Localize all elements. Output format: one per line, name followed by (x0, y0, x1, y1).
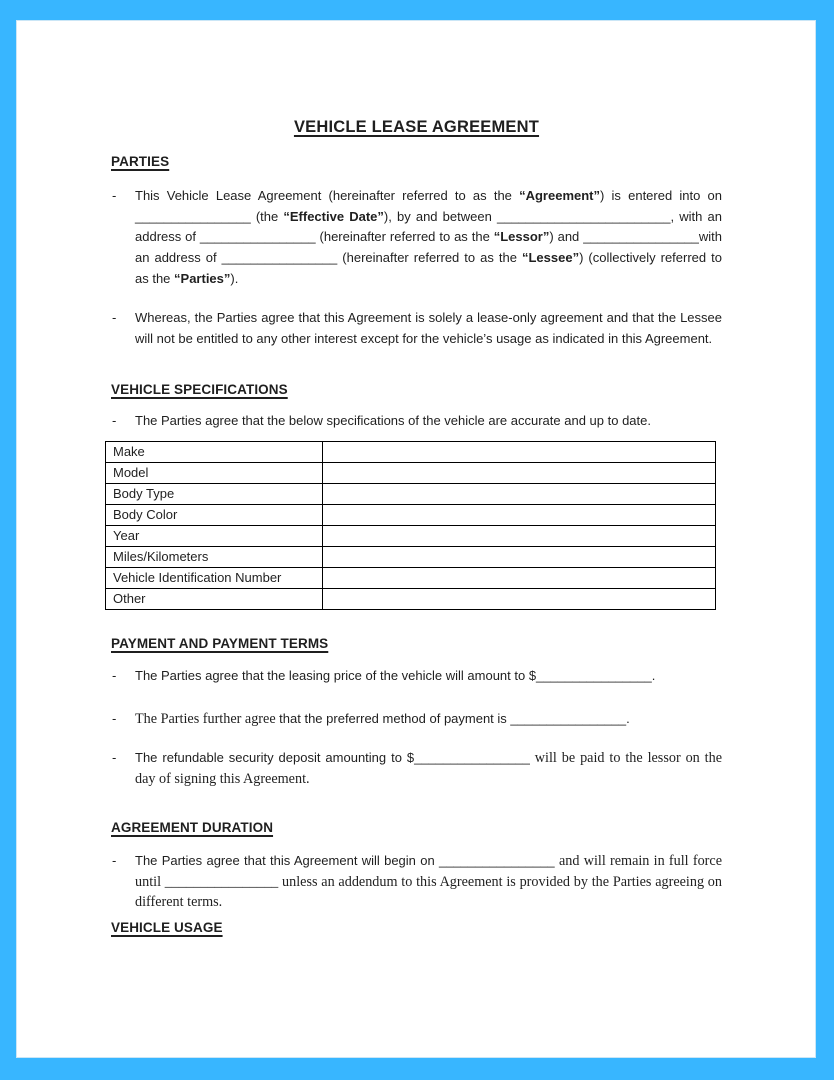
table-row (106, 442, 716, 463)
table-row (106, 484, 716, 505)
section-heading-parties: PARTIES (111, 154, 170, 169)
text-run: “Parties” (174, 270, 231, 286)
paragraph-parties-intro (111, 186, 722, 290)
text-run: The refundable security deposit amounting to $________________ (135, 750, 535, 765)
text-run: ). (230, 270, 239, 286)
table-row (106, 589, 716, 610)
spec-label-cell: Model (106, 463, 323, 484)
paragraph-specifications-note (111, 411, 722, 432)
spec-table (105, 441, 716, 610)
section-heading-payment-terms: PAYMENT AND PAYMENT TERMS (111, 636, 329, 651)
paragraph-leasing-price (111, 666, 722, 687)
spec-value-cell (323, 463, 716, 484)
text-run: “Lessor” (493, 229, 550, 245)
spec-label-cell: Vehicle Identification Number (106, 568, 323, 589)
paragraph-payment-method (111, 709, 722, 730)
document-page (17, 21, 815, 1057)
paragraph-duration-terms (111, 851, 722, 913)
spec-label-cell: Year (106, 526, 323, 547)
section-heading-vehicle-specifications: VEHICLE SPECIFICATIONS (111, 382, 288, 397)
spec-value-cell (323, 526, 716, 547)
spec-label-cell: Miles/Kilometers (106, 547, 323, 568)
text-run: “Agreement” (519, 188, 601, 203)
bullet-dash-icon: - (112, 711, 117, 726)
spec-label-cell: Body Type (106, 484, 323, 505)
table-row (106, 526, 716, 547)
text-run: The Parties agree that the leasing price of the vehicle will amount to $________________. (135, 668, 656, 683)
spec-value-cell (323, 484, 716, 505)
text-run: “Lessee” (521, 250, 580, 266)
spec-label-cell: Other (106, 589, 323, 610)
table-row (106, 463, 716, 484)
spec-label-cell: Body Color (106, 505, 323, 526)
document-title: VEHICLE LEASE AGREEMENT (293, 118, 540, 136)
section-heading-agreement-duration: AGREEMENT DURATION (111, 820, 274, 835)
spec-value-cell (323, 442, 716, 463)
bullet-dash-icon: - (112, 668, 117, 683)
text-run: ) is entered into on ________________ (the (135, 188, 722, 224)
text-run: ), by and between ________________________, with an address of ________________ (hereinafter referred to as the (135, 208, 722, 245)
bullet-dash-icon: - (112, 310, 117, 325)
text-run: that the preferred method of payment is ________________. (279, 711, 630, 726)
table-row (106, 547, 716, 568)
text-run: Whereas, the Parties agree that this Agreement is solely a lease-only agreement and that the Lessee will not be entitled to any other interest except for the vehicle’s usage as indicated in this Agreement. (135, 310, 722, 346)
spec-value-cell (323, 568, 716, 589)
spec-value-cell (323, 505, 716, 526)
table-row (106, 505, 716, 526)
spec-label-cell: Make (106, 442, 323, 463)
section-heading-vehicle-usage: VEHICLE USAGE (111, 920, 223, 935)
text-run: ) and ________________with an address of ________________ (hereinafter referred to as the (135, 229, 722, 266)
bullet-dash-icon: - (112, 750, 117, 765)
text-run: and will remain in full force until ________________ unless an addendum to this Agreement is provided by the Parties agreeing on different terms. (135, 853, 722, 911)
text-run: “Effective Date” (283, 208, 384, 224)
paragraph-parties-whereas (111, 308, 722, 349)
paragraph-security-deposit (111, 748, 722, 789)
text-run: The Parties agree that this Agreement will begin on ________________ (135, 853, 559, 868)
spec-value-cell (323, 589, 716, 610)
bullet-dash-icon: - (112, 188, 117, 203)
text-run: This Vehicle Lease Agreement (hereinafter referred to as the (135, 188, 520, 203)
text-run: The Parties agree that the below specifications of the vehicle are accurate and up to date. (135, 413, 651, 428)
spec-value-cell (323, 547, 716, 568)
text-run: ) (collectively referred to as the (135, 250, 722, 286)
text-run: will be paid to the lessor on the day of signing this Agreement. (135, 750, 722, 787)
bullet-dash-icon: - (112, 413, 117, 428)
spec-table-body (106, 442, 716, 610)
bullet-dash-icon: - (112, 853, 117, 868)
table-row (106, 568, 716, 589)
text-run: The Parties further agree (135, 711, 280, 727)
